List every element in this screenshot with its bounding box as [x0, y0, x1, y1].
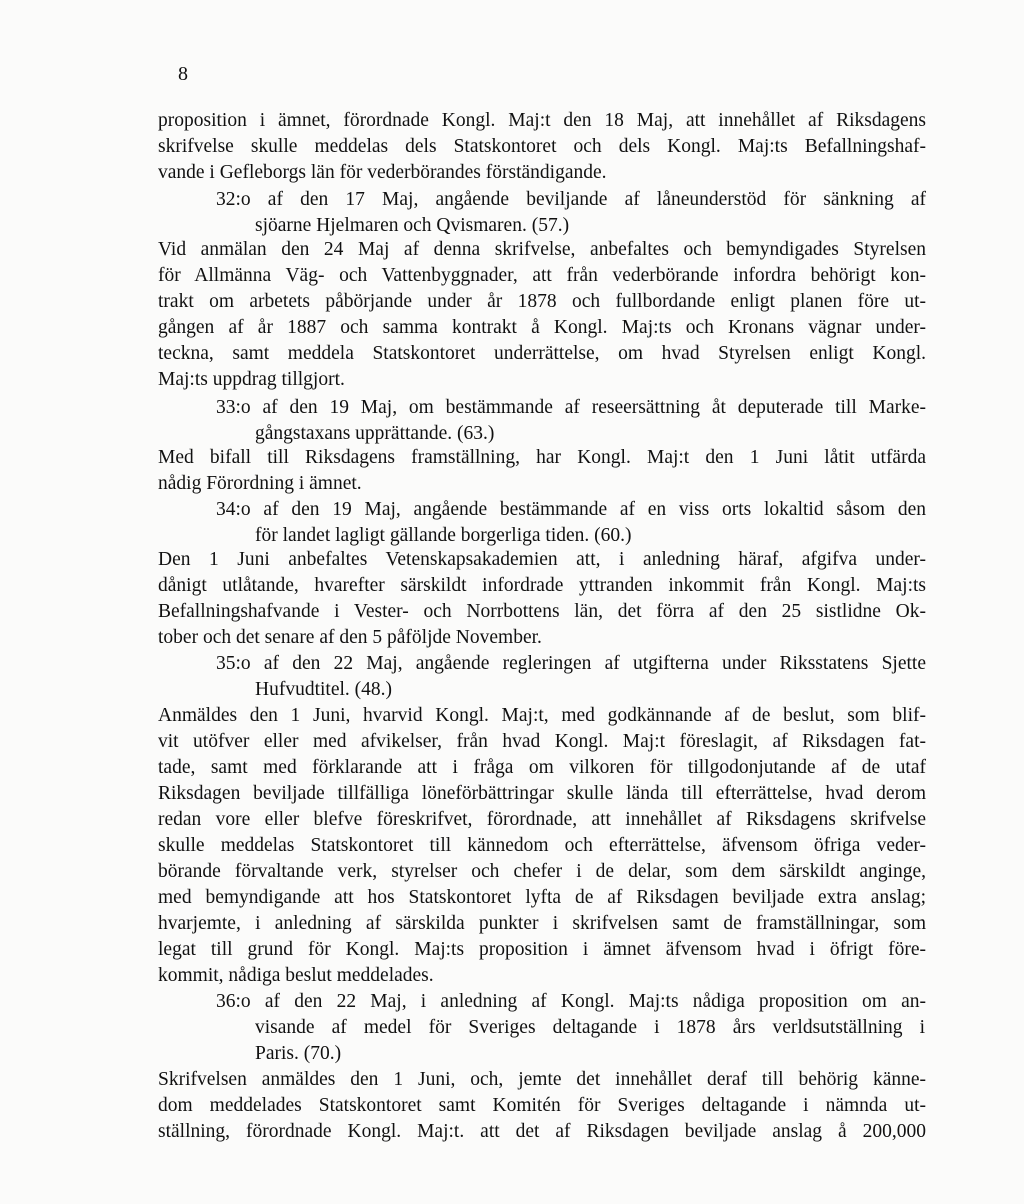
- text-line: Anmäldes den 1 Juni, hvarvid Kongl. Maj:t, med godkännande af de beslut, som blif-: [158, 705, 926, 726]
- text-line: trakt om arbetets påbörjande under år 1878 och fullbordande enligt planen före ut-: [158, 291, 926, 312]
- section-heading-35-cont: Hufvudtitel. (48.): [255, 679, 393, 700]
- text-line: Riksdagen beviljade tillfälliga löneförbättringar skulle lända till efterrättelse, hvad derom: [158, 783, 926, 804]
- section-heading-33: 33:o af den 19 Maj, om bestämmande af reseersättning åt deputerade till Marke-: [216, 397, 926, 418]
- text-line: Vid anmälan den 24 Maj af denna skrifvelse, anbefaltes och bemyndigades Styrelsen: [158, 239, 926, 260]
- section-heading-36-cont: Paris. (70.): [255, 1043, 342, 1064]
- text-line: vit utöfver eller med afvikelser, från hvad Kongl. Maj:t föreslagit, af Riksdagen fat-: [158, 731, 926, 752]
- text-line: dom meddelades Statskontoret samt Komitén för Sveriges deltagande i nämnda ut-: [158, 1095, 926, 1116]
- text-line: för Allmänna Väg- och Vattenbyggnader, att från vederbörande infordra behörigt kon-: [158, 265, 926, 286]
- section-heading-35: 35:o af den 22 Maj, angående regleringen af utgifterna under Riksstatens Sjette: [216, 653, 926, 674]
- text-line: Med bifall till Riksdagens framställning, har Kongl. Maj:t den 1 Juni låtit utfärda: [158, 447, 926, 468]
- section-heading-32-cont: sjöarne Hjelmaren och Qvismaren. (57.): [255, 215, 570, 236]
- text-line: Befallningshafvande i Vester- och Norrbottens län, det förra af den 25 sistlidne Ok-: [158, 601, 926, 622]
- text-line: gången af år 1887 och samma kontrakt å Kongl. Maj:ts och Kronans vägnar under-: [158, 317, 926, 338]
- text-line: nådig Förordning i ämnet.: [158, 473, 362, 494]
- text-line: med bemyndigande att hos Statskontoret lyfta de af Riksdagen beviljade extra anslag;: [158, 887, 926, 908]
- text-line: tober och det senare af den 5 påföljde November.: [158, 627, 542, 648]
- text-line: Den 1 Juni anbefaltes Vetenskapsakademien att, i anledning häraf, afgifva under-: [158, 549, 926, 570]
- text-line: skulle meddelas Statskontoret till kännedom och efterrättelse, äfvensom öfriga veder-: [158, 835, 926, 856]
- text-line: proposition i ämnet, förordnade Kongl. Maj:t den 18 Maj, att innehållet af Riksdagens: [158, 110, 926, 131]
- section-heading-36: 36:o af den 22 Maj, i anledning af Kongl. Maj:ts nådiga proposition om an-: [216, 991, 926, 1012]
- text-line: ställning, förordnade Kongl. Maj:t. att det af Riksdagen beviljade anslag å 200,000: [158, 1121, 926, 1142]
- text-line: börande förvaltande verk, styrelser och chefer i de delar, som dem särskildt anginge,: [158, 861, 926, 882]
- section-heading-33-cont: gångstaxans upprättande. (63.): [255, 423, 495, 444]
- text-line: vande i Gefleborgs län för vederbörandes förständigande.: [158, 162, 607, 183]
- text-line: dånigt utlåtande, hvarefter särskildt infordrade yttranden inkommit från Kongl. Maj:ts: [158, 575, 926, 596]
- text-line: tade, samt med förklarande att i fråga om vilkoren för tillgodonjutande af de utaf: [158, 757, 926, 778]
- section-heading-32: 32:o af den 17 Maj, angående beviljande af låneunderstöd för sänkning af: [216, 189, 926, 210]
- text-line: Maj:ts uppdrag tillgjort.: [158, 369, 345, 390]
- section-heading-34: 34:o af den 19 Maj, angående bestämmande af en viss orts lokaltid såsom den: [216, 499, 926, 520]
- page-number: 8: [178, 63, 188, 85]
- text-line: redan vore eller blefve föreskrifvet, förordnade, att innehållet af Riksdagens skrifvelse: [158, 809, 926, 830]
- text-line: teckna, samt meddela Statskontoret underrättelse, om hvad Styrelsen enligt Kongl.: [158, 343, 926, 364]
- section-heading-36-cont: visande af medel för Sveriges deltagande i 1878 års verldsutställning i: [255, 1017, 925, 1038]
- section-heading-34-cont: för landet lagligt gällande borgerliga tiden. (60.): [255, 525, 632, 546]
- text-line: legat till grund för Kongl. Maj:ts proposition i ämnet äfvensom hvad i öfrigt före-: [158, 939, 926, 960]
- text-line: skrifvelse skulle meddelas dels Statskontoret och dels Kongl. Maj:ts Befallningshaf-: [158, 136, 926, 157]
- text-line: kommit, nådiga beslut meddelades.: [158, 965, 434, 986]
- text-line: Skrifvelsen anmäldes den 1 Juni, och, jemte det innehållet deraf till behörig känne-: [158, 1069, 926, 1090]
- text-line: hvarjemte, i anledning af särskilda punkter i skrifvelsen samt de framställningar, som: [158, 913, 926, 934]
